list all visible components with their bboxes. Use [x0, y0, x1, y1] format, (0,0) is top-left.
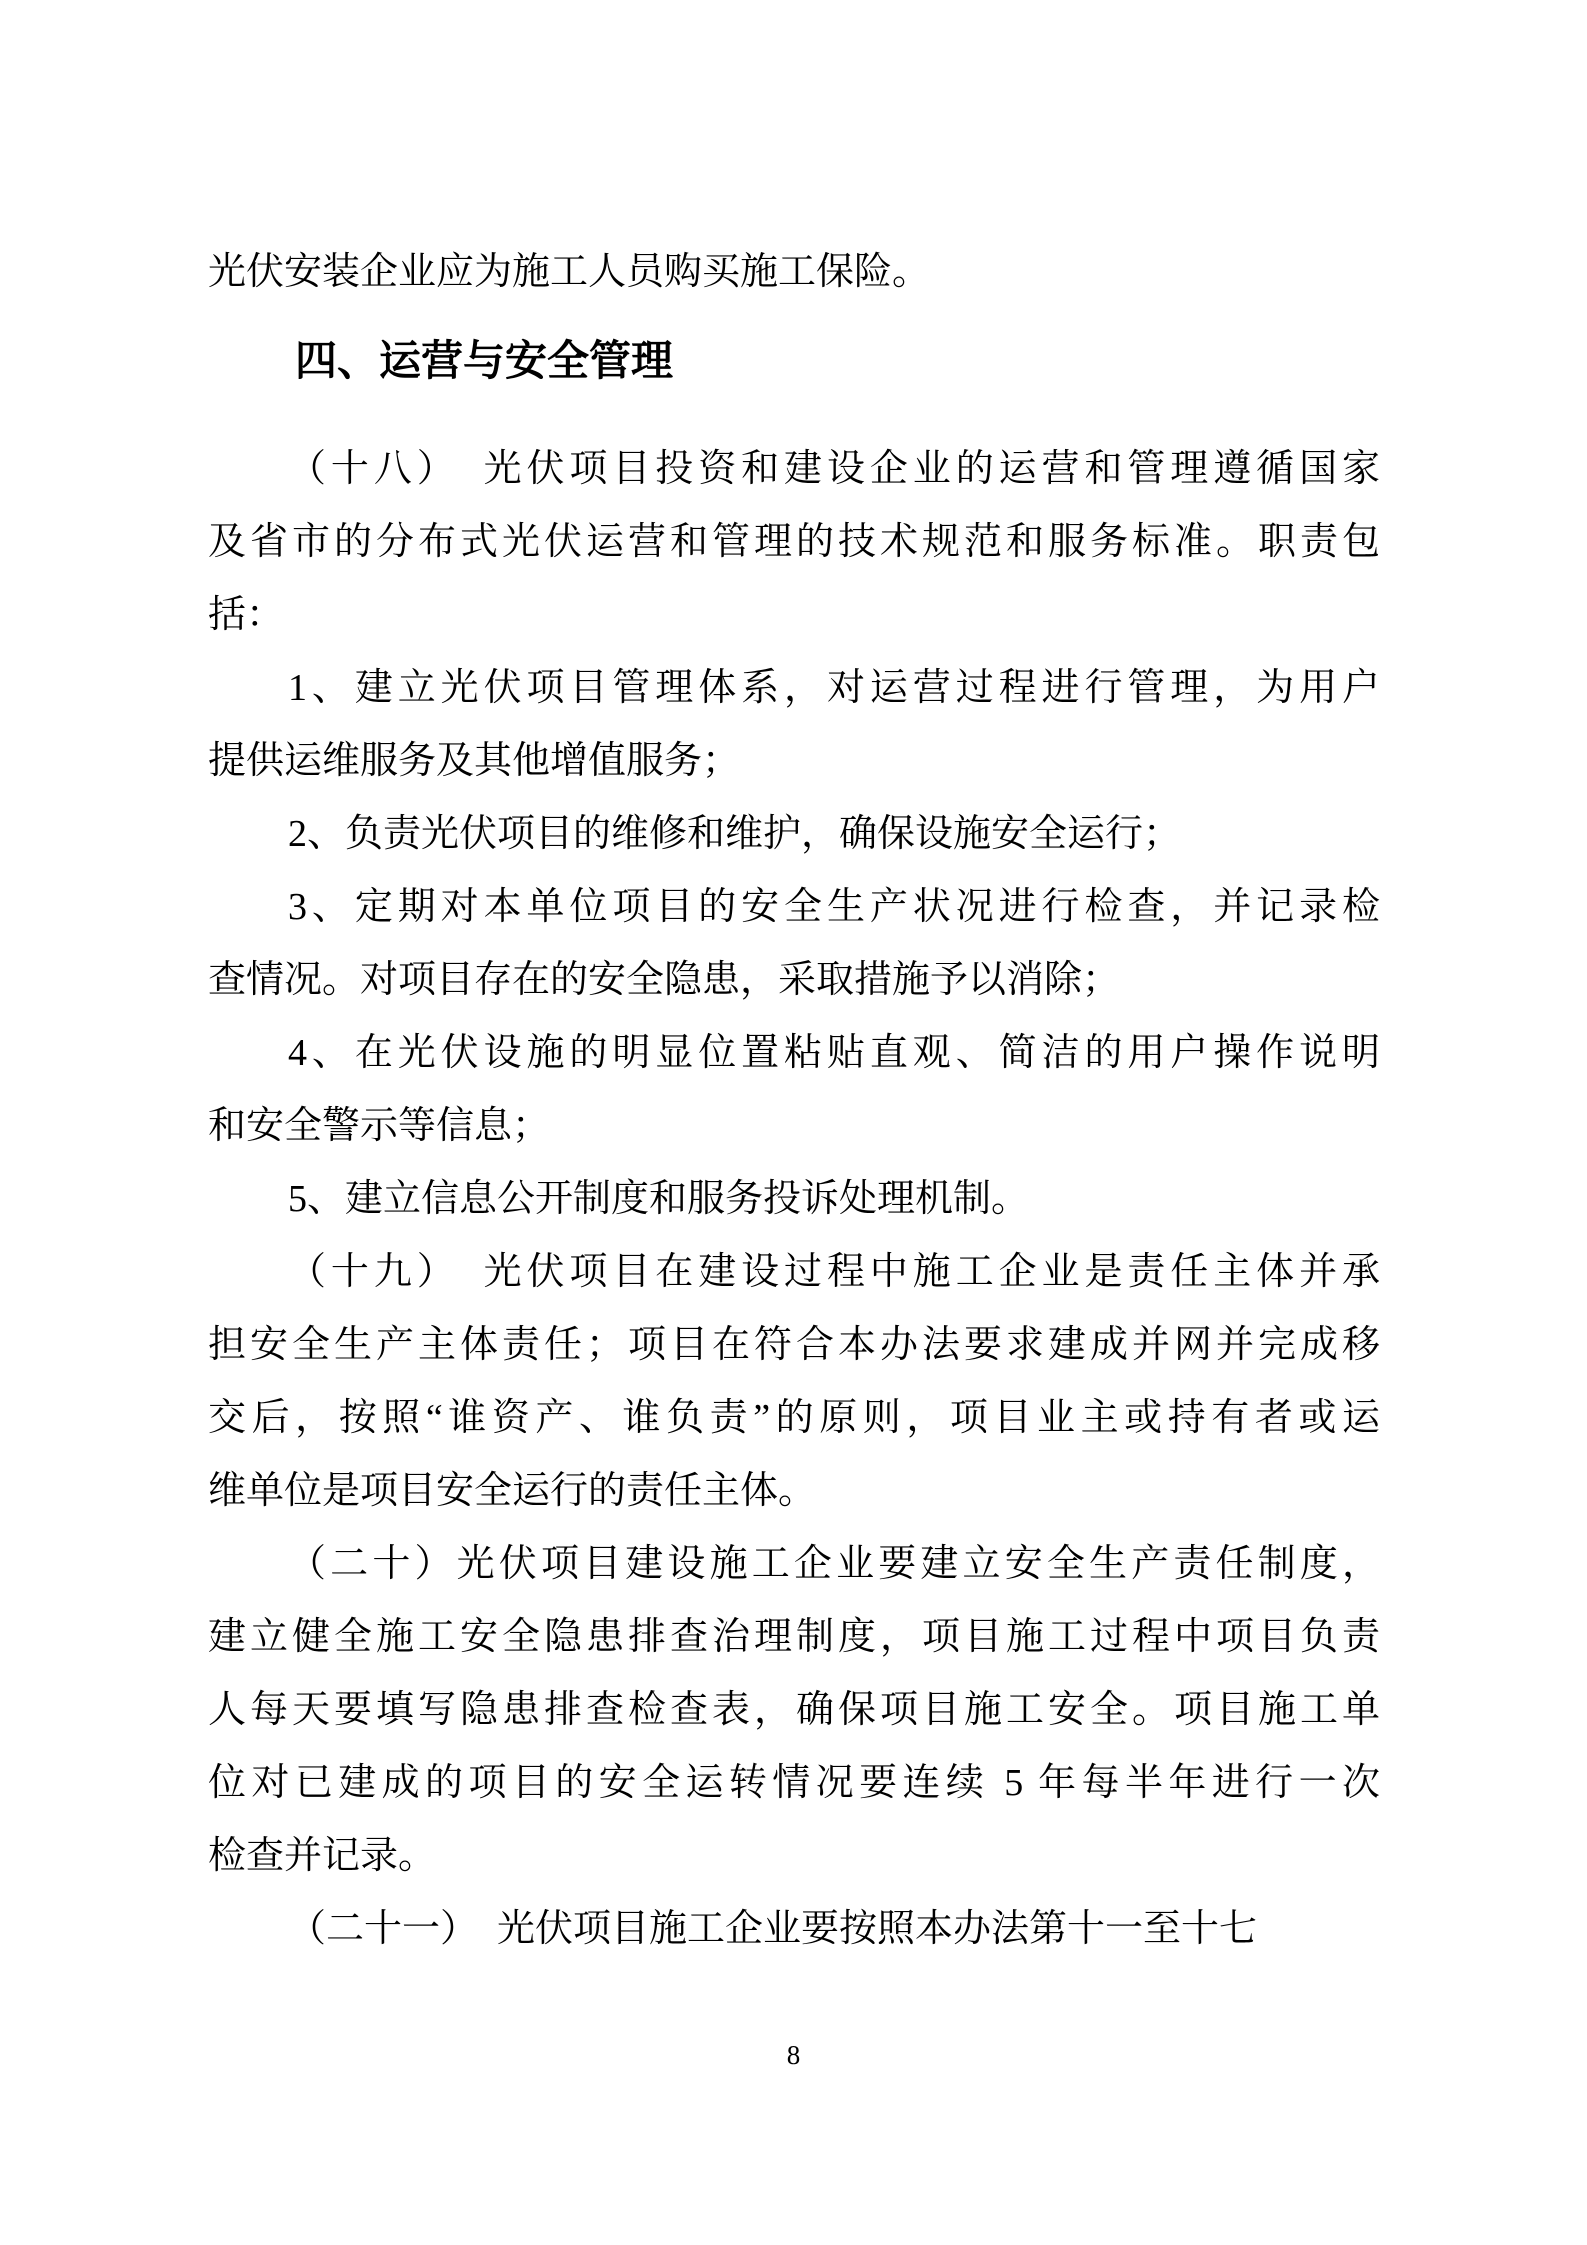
text-line: （二十一） 光伏项目施工企业要按照本办法第十一至十七 — [288, 1908, 1258, 1950]
text-line: 交后，按照“谁资产、谁负责”的原则，项目业主或持有者或运 — [208, 1397, 1380, 1439]
document-content — [208, 236, 1380, 1966]
text-line: 人每天要填写隐患排查检查表，确保项目施工安全。项目施工单 — [208, 1689, 1380, 1731]
text-line: 和安全警示等信息； — [208, 1105, 551, 1147]
text-line: 位对已建成的项目的安全运转情况要连续 5 年每半年进行一次 — [208, 1762, 1380, 1804]
text-line: （二十）光伏项目建设施工企业要建立安全生产责任制度， — [288, 1543, 1380, 1585]
text-line: 检查并记录。 — [208, 1835, 437, 1877]
text-line: 及省市的分布式光伏运营和管理的技术规范和服务标准。职责包 — [208, 521, 1380, 563]
paragraph — [208, 1017, 1380, 1163]
text-line: 光伏安装企业应为施工人员购买施工保险。 — [208, 251, 931, 293]
text-line: （十九） 光伏项目在建设过程中施工企业是责任主体并承 — [288, 1251, 1380, 1293]
page-number: 8 — [786, 2040, 801, 2070]
paragraph — [208, 433, 1380, 652]
paragraph — [208, 1893, 1380, 1966]
text-line: 担安全生产主体责任；项目在符合本办法要求建成并网并完成移 — [208, 1324, 1380, 1366]
text-line: 3、定期对本单位项目的安全生产状况进行检查，并记录检 — [288, 886, 1380, 928]
section-heading — [208, 324, 1380, 397]
text-line: （十八） 光伏项目投资和建设企业的运营和管理遵循国家 — [288, 448, 1380, 490]
paragraph — [208, 1236, 1380, 1528]
paragraph — [208, 1528, 1380, 1893]
heading-text: 四、运营与安全管理 — [295, 337, 674, 384]
text-line: 1、建立光伏项目管理体系，对运营过程进行管理，为用户 — [288, 667, 1380, 709]
paragraph — [208, 798, 1380, 871]
paragraph — [208, 1163, 1380, 1236]
text-line: 建立健全施工安全隐患排查治理制度，项目施工过程中项目负责 — [208, 1616, 1380, 1658]
text-line: 4、在光伏设施的明显位置粘贴直观、简洁的用户操作说明 — [288, 1032, 1380, 1074]
text-line: 查情况。对项目存在的安全隐患，采取措施予以消除； — [208, 959, 1121, 1001]
paragraph — [208, 871, 1380, 1017]
text-line: 2、负责光伏项目的维修和维护，确保设施安全运行； — [288, 813, 1182, 855]
paragraph — [208, 236, 1380, 309]
text-line: 维单位是项目安全运行的责任主体。 — [208, 1470, 817, 1512]
text-line: 5、建立信息公开制度和服务投诉处理机制。 — [288, 1178, 1030, 1220]
text-line: 提供运维服务及其他增值服务； — [208, 740, 741, 782]
text-line: 括： — [208, 594, 285, 636]
paragraph — [208, 652, 1380, 798]
